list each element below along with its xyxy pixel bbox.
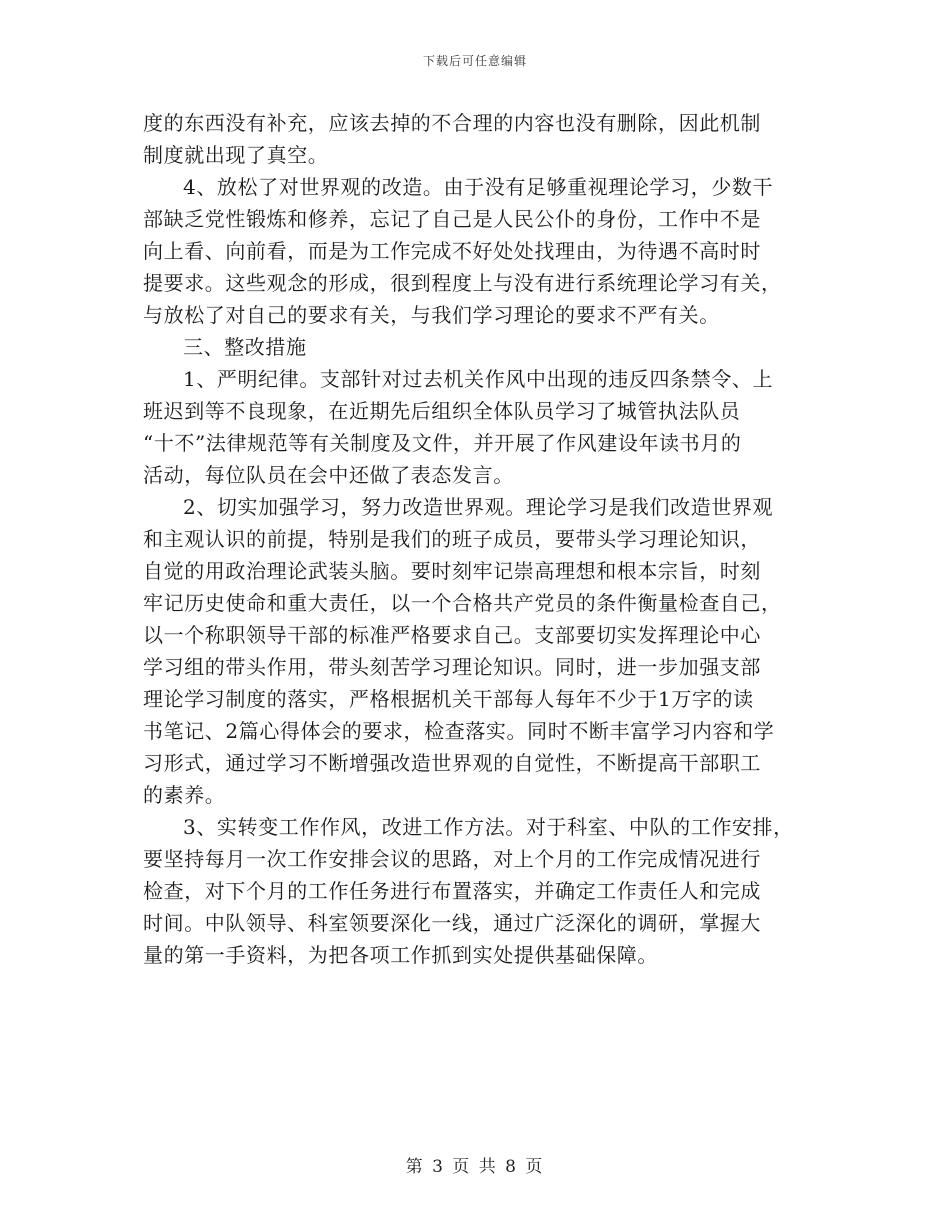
paragraph-start: 3、实转变工作作风，改进工作方法。对于科室、中队的工作安排，: [183, 815, 794, 839]
text-line: 和主观认识的前提，特别是我们的班子成员，要带头学习理论知识，: [143, 527, 761, 551]
text-line: 向上看、向前看，而是为工作完成不好处处找理由，为待遇不高时时: [143, 239, 761, 263]
text-line: 班迟到等不良现象，在近期先后组织全体队员学习了城管执法队员: [143, 399, 741, 423]
document-body: [143, 107, 815, 971]
page-number-footer: 第 3 页 共 8 页: [405, 1157, 545, 1177]
text-line: 的素养。: [143, 783, 226, 807]
text-line: 提要求。这些观念的形成，很到程度上与没有进行系统理论学习有关，: [143, 271, 782, 295]
text-line: “十不”法律规范等有关制度及文件，并开展了作风建设年读书月的: [143, 431, 742, 455]
text-line: 理论学习制度的落实，严格根据机关干部每人每年不少于1万字的读: [143, 687, 754, 711]
paragraph-start: 2、切实加强学习，努力改造世界观。理论学习是我们改造世界观: [183, 495, 774, 519]
text-line: 制度就出现了真空。: [143, 143, 329, 167]
text-line: 学习组的带头作用，带头刻苦学习理论知识。同时，进一步加强支部: [143, 655, 761, 679]
paragraph-start: 4、放松了对世界观的改造。由于没有足够重视理论学习，少数干: [183, 175, 774, 199]
text-line: 部缺乏党性锻炼和修养，忘记了自己是人民公仆的身份，工作中不是: [143, 207, 761, 231]
text-line: 时间。中队领导、科室领要深化一线，通过广泛深化的调研，掌握大: [143, 911, 761, 935]
text-line: 活动，每位队员在会中还做了表态发言。: [143, 463, 514, 487]
paragraph-start: 1、严明纪律。支部针对过去机关作风中出现的违反四条禁令、上: [183, 367, 774, 391]
text-line: 度的东西没有补充，应该去掉的不合理的内容也没有删除，因此机制: [143, 111, 761, 135]
text-line: 以一个称职领导干部的标准严格要求自己。支部要切实发挥理论中心: [143, 623, 761, 647]
text-line: 量的第一手资料，为把各项工作抓到实处提供基础保障。: [143, 943, 658, 967]
text-line: 习形式，通过学习不断增强改造世界观的自觉性，不断提高干部职工: [143, 751, 761, 775]
section-heading: 三、整改措施: [183, 335, 307, 359]
page-header: 下载后可任意编辑: [422, 54, 527, 68]
text-line: 书笔记、2篇心得体会的要求，检查落实。同时不断丰富学习内容和学: [143, 719, 775, 743]
text-line: 要坚持每月一次工作安排会议的思路，对上个月的工作完成情况进行: [143, 847, 761, 871]
text-line: 自觉的用政治理论武装头脑。要时刻牢记崇高理想和根本宗旨，时刻: [143, 559, 761, 583]
text-line: 检查，对下个月的工作任务进行布置落实，并确定工作责任人和完成: [143, 879, 761, 903]
text-line: 牢记历史使命和重大责任，以一个合格共产党员的条件衡量检查自己，: [143, 591, 782, 615]
text-line: 与放松了对自己的要求有关，与我们学习理论的要求不严有关。: [143, 303, 720, 327]
